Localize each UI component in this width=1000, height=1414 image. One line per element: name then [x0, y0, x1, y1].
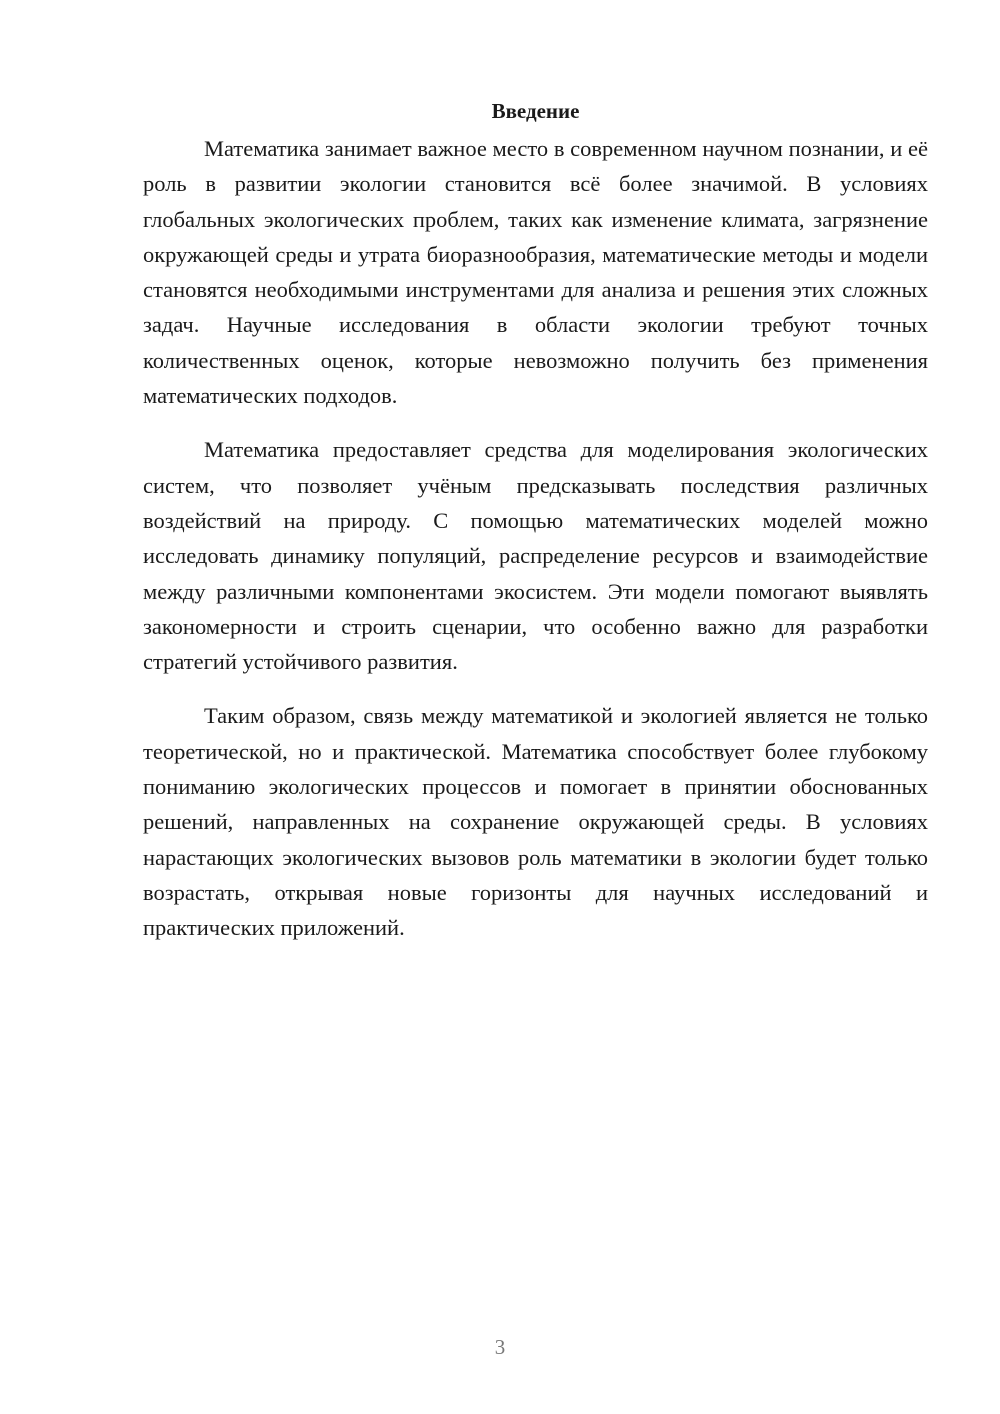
section-heading: Введение — [491, 99, 580, 123]
paragraph-2: Математика предоставляет средства для моделирования экологических систем, что позволяет учёным предсказывать последствия различных воздействий на природу. С помощью математических моделей можно исследовать динамику популяций, распределение ресурсов и взаимодействие между различными компонентами экосистем. Эти модели помогают выявлять закономерности и строить сценарии, что особенно важно для разработки стратегий устойчивого развития. — [143, 437, 928, 675]
paragraph-3: Таким образом, связь между математикой и экологией является не только теоретической, но и практической. Математика способствует более глубокому пониманию экологических процессов и помогает в принятии обоснованных решений, направленных на сохранение окружающей среды. В условиях нарастающих экологических вызовов роль математики в экологии будет только возрастать, открывая новые горизонты для научных исследований и практических приложений. — [143, 703, 928, 941]
page-content — [143, 96, 928, 965]
paragraph-1: Математика занимает важное место в современном научном познании, и её роль в развитии экологии становится всё более значимой. В условиях глобальных экологических проблем, таких как изменение климата, загрязнение окружающей среды и утрата биоразнообразия, математические методы и модели становятся необходимыми инструментами для анализа и решения этих сложных задач. Научные исследования в области экологии требуют точных количественных оценок, которые невозможно получить без применения математических подходов. — [143, 136, 928, 409]
page-number: 3 — [494, 1335, 506, 1359]
